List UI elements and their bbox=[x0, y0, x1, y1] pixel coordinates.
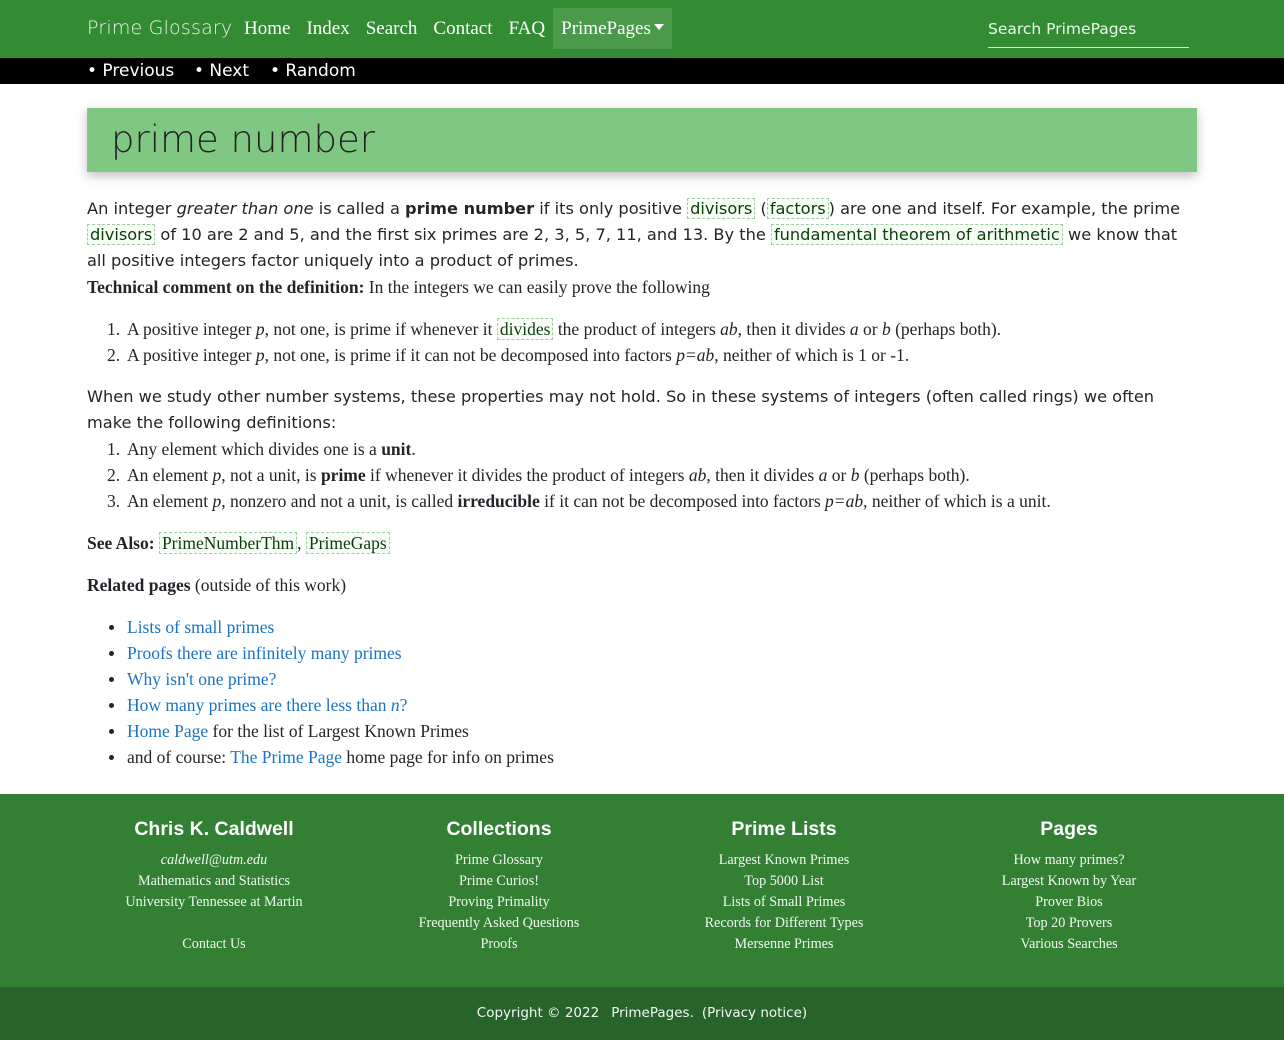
list-item: 1. Any element which divides one is a unit. bbox=[127, 436, 1197, 462]
privacy-notice-link[interactable]: Privacy notice bbox=[707, 1005, 802, 1021]
link-home-page[interactable]: Home Page bbox=[127, 721, 209, 741]
list-item: Home Page for the list of Largest Known Primes bbox=[127, 718, 1197, 744]
footer-col-prime-lists bbox=[639, 818, 929, 955]
list-item: 2. A positive integer p, not one, is prime if it can not be decomposed into factors p=ab, neither of which is 1 or -1. bbox=[127, 342, 1197, 368]
related-pages-list bbox=[127, 614, 1197, 770]
nav-links bbox=[236, 8, 672, 49]
item-number: 3. bbox=[107, 491, 121, 511]
related-pages-heading bbox=[87, 572, 1197, 598]
footer-text: Mathematics and Statistics bbox=[137, 873, 291, 889]
footer-heading: Chris K. Caldwell bbox=[134, 818, 294, 840]
bullet bbox=[109, 755, 114, 760]
glossary-link-divides[interactable]: divides bbox=[497, 318, 554, 340]
next-link[interactable]: • Next bbox=[194, 61, 250, 81]
list-item: 1. A positive integer p, not one, is prime if whenever it divides the product of integers ab, then it divides a or b (perhaps both). bbox=[127, 316, 1197, 342]
author-email[interactable]: caldwell@utm.edu bbox=[160, 852, 268, 868]
footer-link[interactable]: How many primes? bbox=[1013, 852, 1125, 868]
other-systems-paragraph: When we study other number systems, these properties may not hold. So in these systems of integers (often called rings) we often make the following definitions: bbox=[87, 387, 1155, 432]
list-item bbox=[127, 666, 1197, 692]
see-also: See Also: PrimeNumberThm , PrimeGaps bbox=[87, 530, 1197, 556]
nav-primepages-dropdown[interactable] bbox=[553, 8, 672, 49]
nav-search[interactable]: Search bbox=[365, 18, 418, 39]
footer-link[interactable]: Prime Glossary bbox=[455, 852, 543, 868]
link-lists-of-small-primes[interactable]: Lists of small primes bbox=[127, 617, 275, 637]
footer-link[interactable]: Various Searches bbox=[1020, 936, 1118, 952]
intro-text: is called a bbox=[313, 199, 406, 218]
footer-link[interactable]: Frequently Asked Questions bbox=[418, 915, 580, 931]
intro-text: if its only positive bbox=[534, 199, 688, 218]
technical-comment bbox=[87, 274, 1197, 300]
link-why-isnt-one-prime[interactable]: Why isn't one prime? bbox=[127, 669, 277, 689]
link-the-prime-page[interactable]: The Prime Page bbox=[230, 747, 342, 767]
bullet bbox=[109, 651, 114, 656]
glossary-link-divisors[interactable]: divisors bbox=[87, 224, 155, 245]
intro-text: of 10 are 2 and 5, and the first six primes are 2, 3, 5, 7, 11, and 13. By the bbox=[155, 225, 771, 244]
nav-faq[interactable]: FAQ bbox=[508, 18, 546, 39]
list-item: 2. An element p, not a unit, is prime if whenever it divides the product of integers ab, then it divides a or b (perhaps both). bbox=[127, 462, 1197, 488]
footer bbox=[0, 794, 1284, 987]
page-title: prime number bbox=[111, 118, 375, 161]
footer-heading: Pages bbox=[1040, 818, 1098, 840]
nav-home[interactable]: Home bbox=[244, 18, 291, 39]
intro-bold-term: prime number bbox=[405, 199, 535, 218]
search-input[interactable] bbox=[988, 16, 1189, 48]
related-note: (outside of this work) bbox=[190, 575, 347, 595]
technical-label: Technical comment on the definition: bbox=[87, 277, 365, 297]
footer-col-collections bbox=[354, 818, 644, 955]
bullet bbox=[109, 677, 114, 682]
previous-link[interactable]: • Previous bbox=[87, 61, 175, 81]
footer-link[interactable]: Top 20 Provers bbox=[1025, 915, 1113, 931]
see-also-label: See Also: bbox=[87, 533, 155, 553]
integer-definitions-list bbox=[107, 316, 1197, 368]
dropdown-label: PrimePages bbox=[561, 18, 651, 39]
bullet bbox=[109, 729, 114, 734]
footer-link[interactable]: Largest Known by Year bbox=[1001, 873, 1137, 889]
intro-text: ) are one and itself. For example, the prime bbox=[828, 199, 1181, 218]
footer-link[interactable]: Lists of Small Primes bbox=[722, 894, 846, 910]
footer-link[interactable]: Records for Different Types bbox=[704, 915, 864, 931]
item-number: 1. bbox=[107, 319, 121, 339]
footer-col-author bbox=[69, 818, 359, 955]
random-link[interactable]: • Random bbox=[270, 61, 356, 81]
footer-link[interactable]: Top 5000 List bbox=[744, 873, 824, 889]
glossary-link-divisors[interactable]: divisors bbox=[687, 198, 755, 219]
intro-emphasis: greater than one bbox=[176, 199, 314, 218]
nav-index[interactable]: Index bbox=[306, 18, 350, 39]
list-item bbox=[127, 692, 1197, 718]
item-number: 2. bbox=[107, 465, 121, 485]
bullet bbox=[109, 703, 114, 708]
list-item bbox=[127, 640, 1197, 666]
item-number: 1. bbox=[107, 439, 121, 459]
top-navbar bbox=[0, 0, 1284, 58]
glossary-link-factors[interactable]: factors bbox=[767, 198, 829, 219]
footer-heading: Prime Lists bbox=[731, 818, 837, 840]
footer-text: University Tennessee at Martin bbox=[125, 894, 303, 910]
bullet bbox=[109, 625, 114, 630]
footer-link[interactable]: Proving Primality bbox=[448, 894, 550, 910]
search-placeholder: Search PrimePages bbox=[988, 20, 1137, 38]
footer-link[interactable]: Mersenne Primes bbox=[734, 936, 834, 952]
list-item: and of course: The Prime Page home page for info on primes bbox=[127, 744, 1197, 770]
footer-heading: Collections bbox=[446, 818, 552, 840]
contact-us-link[interactable]: Contact Us bbox=[182, 936, 246, 952]
intro-text: ( bbox=[755, 199, 767, 218]
footer-link[interactable]: Proofs bbox=[480, 936, 518, 952]
glossary-link-primegaps[interactable]: PrimeGaps bbox=[306, 532, 390, 554]
list-item: 3. An element p, nonzero and not a unit, is called irreducible if it can not be decomposed into factors p=ab, neither of which is a unit. bbox=[127, 488, 1197, 514]
intro-paragraph bbox=[87, 196, 1197, 274]
primepages-link[interactable]: PrimePages bbox=[611, 1005, 690, 1021]
link-infinitely-many-primes[interactable]: Proofs there are infinitely many primes bbox=[127, 643, 402, 663]
footer-col-pages bbox=[924, 818, 1214, 955]
copyright-text: Copyright © 2022 bbox=[476, 1005, 600, 1021]
title-card bbox=[87, 108, 1197, 172]
caret-down-icon bbox=[654, 24, 664, 30]
related-label: Related pages bbox=[87, 575, 191, 595]
sub-navbar bbox=[0, 58, 1284, 84]
intro-text: we know that all positive integers factor uniquely into a product of primes. bbox=[87, 225, 1178, 270]
footer-link[interactable]: Largest Known Primes bbox=[718, 852, 850, 868]
item-number: 2. bbox=[107, 345, 121, 365]
copyright-bar: Copyright © 2022 PrimePages. (Privacy notice) bbox=[0, 987, 1284, 1040]
nav-contact[interactable]: Contact bbox=[433, 18, 493, 39]
footer-link[interactable]: Prover Bios bbox=[1035, 894, 1103, 910]
footer-link[interactable]: Prime Curios! bbox=[459, 873, 539, 889]
list-item bbox=[127, 614, 1197, 640]
glossary-link-fundamental-theorem[interactable]: fundamental theorem of arithmetic bbox=[771, 224, 1063, 245]
link-how-many-primes[interactable]: How many primes are there less than n? bbox=[127, 695, 408, 715]
glossary-link-primenumberthm[interactable]: PrimeNumberThm bbox=[159, 532, 297, 554]
ring-definitions-list bbox=[107, 436, 1197, 514]
intro-text: An integer bbox=[87, 199, 177, 218]
technical-text: In the integers we can easily prove the following bbox=[364, 277, 710, 297]
brand-link[interactable]: Prime Glossary bbox=[87, 17, 233, 39]
